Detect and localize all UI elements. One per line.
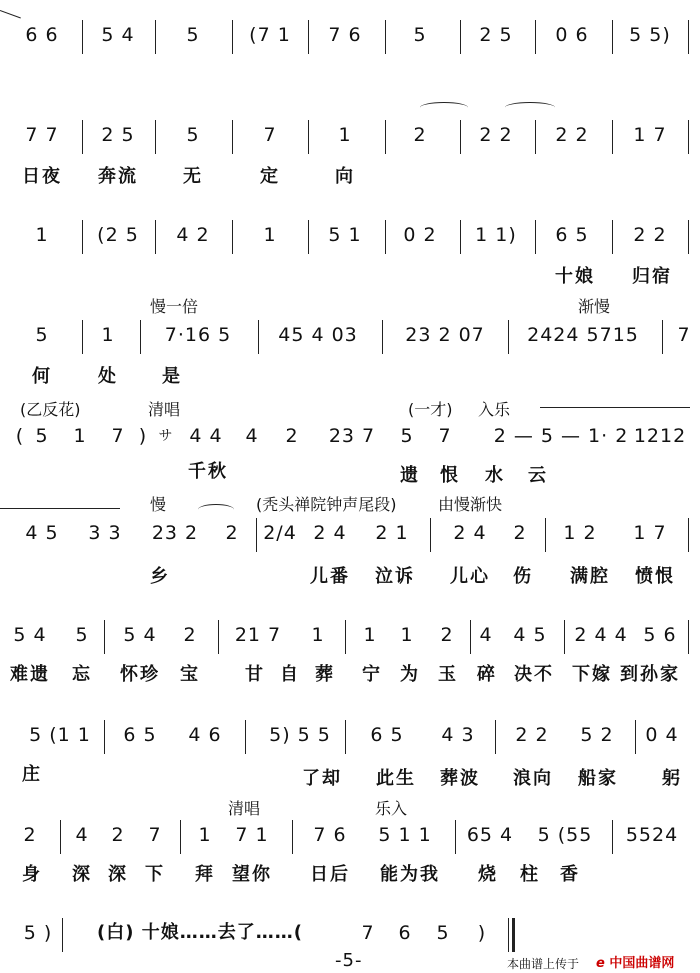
lyric: 下嫁 bbox=[572, 664, 612, 685]
note-group: 1 2 bbox=[563, 522, 597, 544]
note-group: 2 2 bbox=[555, 124, 589, 146]
note-group: 1 bbox=[363, 624, 377, 646]
lyric: 拜 bbox=[195, 864, 215, 885]
note-group: 5 1 1 bbox=[378, 824, 432, 846]
note-group: 21 7 bbox=[234, 624, 282, 646]
barline bbox=[155, 120, 156, 154]
lyric: 日夜 bbox=[22, 166, 62, 187]
note-group: 5 4 bbox=[101, 24, 135, 46]
barline bbox=[612, 120, 613, 154]
lyric: 遗 bbox=[400, 465, 420, 486]
note-group: 6 5 bbox=[555, 224, 589, 246]
lyric: 难遗 bbox=[10, 664, 50, 685]
barline bbox=[508, 918, 509, 952]
barline bbox=[308, 20, 309, 54]
barline bbox=[535, 220, 536, 254]
tempo-annotation: 渐慢 bbox=[578, 297, 611, 316]
barline bbox=[612, 220, 613, 254]
note-group: 6 6 bbox=[25, 24, 59, 46]
site-logo: e 中国曲谱网 bbox=[596, 956, 675, 971]
barline bbox=[635, 720, 636, 754]
lyric: 何 bbox=[32, 366, 52, 387]
barline bbox=[345, 720, 346, 754]
barline bbox=[292, 820, 293, 854]
barline bbox=[82, 220, 83, 254]
note-group: 7 bbox=[361, 922, 375, 944]
barline bbox=[385, 220, 386, 254]
note-group: 7·16 5 bbox=[164, 324, 232, 346]
note-group: 23 2 bbox=[151, 522, 199, 544]
lyric: 庄 bbox=[22, 764, 42, 785]
note-group: ( bbox=[15, 425, 25, 447]
note-group: 5 5) bbox=[629, 24, 671, 46]
note-group: 4 4 bbox=[189, 425, 223, 447]
lyric: 碎 bbox=[477, 664, 497, 685]
note-group: 2 bbox=[413, 124, 427, 146]
note-group: 5 bbox=[186, 124, 200, 146]
final-barline bbox=[512, 918, 515, 952]
tempo-annotation: 乐入 bbox=[375, 799, 408, 818]
note-group: 4 3 bbox=[441, 724, 475, 746]
barline bbox=[82, 120, 83, 154]
lyric: 十娘 bbox=[555, 266, 595, 287]
lyric: 船家 bbox=[578, 768, 618, 789]
note-group: 7 bbox=[148, 824, 162, 846]
lyric: 到孙家 bbox=[620, 664, 680, 685]
barline bbox=[256, 518, 257, 552]
lyric: 定 bbox=[260, 166, 280, 187]
barline bbox=[460, 20, 461, 54]
barline bbox=[612, 820, 613, 854]
barline bbox=[104, 720, 105, 754]
tempo-annotation: 清唱 bbox=[148, 400, 181, 419]
barline bbox=[382, 320, 383, 354]
note-group: 5 bbox=[35, 324, 49, 346]
lyric: 了却 bbox=[302, 768, 342, 789]
note-group: ) bbox=[138, 425, 148, 447]
barline bbox=[612, 20, 613, 54]
note-group: 5 1 bbox=[328, 224, 362, 246]
tempo-annotation: 慢 bbox=[150, 495, 167, 514]
section-annotation: (乙反花) bbox=[20, 400, 81, 419]
upload-credit: 本曲谱上传于 bbox=[507, 957, 580, 971]
note-group: 2 4 bbox=[453, 522, 487, 544]
note-group: 4 5 bbox=[513, 624, 547, 646]
barline bbox=[535, 20, 536, 54]
slur bbox=[505, 102, 555, 113]
lyric: 为 bbox=[400, 664, 420, 685]
barline bbox=[60, 820, 61, 854]
barline bbox=[232, 120, 233, 154]
note-group: 45 4 03 bbox=[278, 324, 358, 346]
note-group: 4 6 bbox=[188, 724, 222, 746]
spoken-text: (白) 十娘……去了……( bbox=[97, 922, 303, 943]
note-group: 1 7 bbox=[633, 124, 667, 146]
barline bbox=[232, 20, 233, 54]
barline bbox=[688, 518, 689, 552]
note-group: 5 6 bbox=[643, 624, 677, 646]
lyric: 满腔 bbox=[570, 566, 610, 587]
extension-line bbox=[0, 508, 120, 509]
page-number: -5- bbox=[335, 950, 363, 971]
lyric: 归宿 bbox=[632, 266, 672, 287]
section-annotation: (秃头禅院钟声尾段) bbox=[256, 495, 397, 514]
tie-line bbox=[0, 10, 21, 18]
lyric: 云 bbox=[528, 465, 548, 486]
note-group: 2 1 bbox=[375, 522, 409, 544]
barline bbox=[460, 120, 461, 154]
note-group: 2 5 bbox=[101, 124, 135, 146]
note-group: 2 bbox=[513, 522, 527, 544]
note-group: 7 bbox=[438, 425, 452, 447]
note-group: 2 2 bbox=[515, 724, 549, 746]
note-group: 5 bbox=[413, 24, 427, 46]
note-group: 4 bbox=[75, 824, 89, 846]
lyric: 恨 bbox=[440, 465, 460, 486]
note-group: 2 bbox=[111, 824, 125, 846]
barline bbox=[508, 320, 509, 354]
note-group: 1 bbox=[263, 224, 277, 246]
note-group: 5524 bbox=[625, 824, 679, 846]
barline bbox=[385, 120, 386, 154]
note-group: 2 5 bbox=[479, 24, 513, 46]
note-group: 2 bbox=[183, 624, 197, 646]
barline bbox=[385, 20, 386, 54]
note-group: 2424 5715 bbox=[527, 324, 639, 346]
lyric: 泣诉 bbox=[375, 566, 415, 587]
note-group: 5 bbox=[186, 24, 200, 46]
note-group: 65 4 bbox=[466, 824, 514, 846]
note-group: 4 5 bbox=[25, 522, 59, 544]
note-group: (2 5 bbox=[97, 224, 139, 246]
note-group: 1 bbox=[198, 824, 212, 846]
note-group: 5 4 bbox=[123, 624, 157, 646]
barline bbox=[345, 620, 346, 654]
note-group: 5 bbox=[436, 922, 450, 944]
note-group: 6 bbox=[398, 922, 412, 944]
note-group: 3 3 bbox=[88, 522, 122, 544]
note-group: 4 bbox=[479, 624, 493, 646]
note-group: 2 2 bbox=[633, 224, 667, 246]
note-group: 1212 bbox=[633, 425, 687, 447]
barline bbox=[460, 220, 461, 254]
barline bbox=[688, 220, 689, 254]
lyric: 玉 bbox=[438, 664, 458, 685]
barline bbox=[82, 20, 83, 54]
note-group: 5) 5 5 bbox=[269, 724, 331, 746]
barline bbox=[455, 820, 456, 854]
barline bbox=[155, 20, 156, 54]
barline bbox=[430, 518, 431, 552]
note-group: 5 (1 1 bbox=[29, 724, 91, 746]
note-group: 7 7 bbox=[25, 124, 59, 146]
note-group: 5 bbox=[400, 425, 414, 447]
lyric: 向 bbox=[335, 166, 355, 187]
note-group: 7 1 bbox=[235, 824, 269, 846]
note-group: 5 bbox=[75, 624, 89, 646]
barline bbox=[545, 518, 546, 552]
percussion-annotation: (一才) bbox=[408, 400, 453, 419]
note-group: 7 6 bbox=[313, 824, 347, 846]
note-group: 2 bbox=[285, 425, 299, 447]
site-name: 中国曲谱网 bbox=[609, 956, 675, 971]
note-group: 6 5 bbox=[123, 724, 157, 746]
lyric: 葬波 bbox=[440, 768, 480, 789]
lyric: 自 bbox=[280, 664, 300, 685]
barline bbox=[104, 620, 105, 654]
note-group: 1 bbox=[338, 124, 352, 146]
lyric: 深 bbox=[72, 864, 92, 885]
tempo-annotation: 清唱 bbox=[228, 799, 261, 818]
lyric: 香 bbox=[560, 864, 580, 885]
barline bbox=[495, 720, 496, 754]
barline bbox=[564, 620, 565, 654]
lyric: 是 bbox=[162, 366, 182, 387]
note-group: 7 6 bbox=[328, 24, 362, 46]
note-group: 7 bbox=[677, 324, 691, 346]
barline bbox=[155, 220, 156, 254]
note-group: 5 bbox=[35, 425, 49, 447]
note-group: サ bbox=[158, 428, 174, 444]
note-group: 2 bbox=[225, 522, 239, 544]
lyric: 下 bbox=[145, 864, 165, 885]
note-group: 1 bbox=[35, 224, 49, 246]
note-group: 1 bbox=[311, 624, 325, 646]
tempo-annotation: 慢一倍 bbox=[150, 297, 199, 316]
time-signature: 2/4 bbox=[263, 522, 297, 544]
note-group: 2 — 5 — 1· 2 bbox=[493, 425, 629, 447]
slur bbox=[420, 102, 468, 113]
lyric: 躬 bbox=[662, 768, 682, 789]
note-group: 7 bbox=[111, 425, 125, 447]
note-group: 0 6 bbox=[555, 24, 589, 46]
barline bbox=[308, 120, 309, 154]
lyric: 望你 bbox=[232, 864, 272, 885]
barline bbox=[232, 220, 233, 254]
extension-line bbox=[540, 407, 690, 408]
note-group: 5 4 bbox=[13, 624, 47, 646]
note-group: 6 5 bbox=[370, 724, 404, 746]
slur bbox=[198, 504, 234, 515]
barline bbox=[140, 320, 141, 354]
barline bbox=[62, 918, 63, 952]
note-group: 4 bbox=[245, 425, 259, 447]
barline bbox=[82, 320, 83, 354]
lyric: 处 bbox=[98, 366, 118, 387]
barline bbox=[470, 620, 471, 654]
lyric: 日后 bbox=[310, 864, 350, 885]
lyric: 深 bbox=[108, 864, 128, 885]
note-group: 5 (55 bbox=[537, 824, 593, 846]
lyric: 忘 bbox=[72, 664, 92, 685]
tempo-annotation: 由慢渐快 bbox=[438, 495, 503, 514]
barline bbox=[308, 220, 309, 254]
barline bbox=[218, 620, 219, 654]
note-group: (7 1 bbox=[249, 24, 291, 46]
note-group: 2 bbox=[23, 824, 37, 846]
note-group: 0 2 bbox=[403, 224, 437, 246]
note-group: 2 2 bbox=[479, 124, 513, 146]
lyric: 烧 bbox=[478, 864, 498, 885]
lyric: 宁 bbox=[362, 664, 382, 685]
note-group: 23 7 bbox=[328, 425, 376, 447]
lyric: 儿番 bbox=[310, 566, 350, 587]
lyric: 伤 bbox=[513, 566, 533, 587]
note-group: 1 bbox=[101, 324, 115, 346]
note-group: 1 bbox=[73, 425, 87, 447]
lyric: 宝 bbox=[180, 664, 200, 685]
lyric: 怀珍 bbox=[120, 664, 160, 685]
lyric: 柱 bbox=[520, 864, 540, 885]
note-group: 0 4 bbox=[645, 724, 679, 746]
note-group: 23 2 07 bbox=[405, 324, 485, 346]
lyric: 奔流 bbox=[98, 166, 138, 187]
tempo-annotation: 入乐 bbox=[478, 400, 511, 419]
note-group: 2 4 4 bbox=[574, 624, 628, 646]
lyric: 此生 bbox=[376, 768, 416, 789]
lyric: 愤恨 bbox=[635, 566, 675, 587]
barline bbox=[688, 120, 689, 154]
lyric: 身 bbox=[22, 864, 42, 885]
lyric: 葬 bbox=[315, 664, 335, 685]
note-group: 4 2 bbox=[176, 224, 210, 246]
note-group: 5 ) bbox=[23, 922, 53, 944]
lyric: 浪向 bbox=[513, 768, 553, 789]
barline bbox=[662, 320, 663, 354]
note-group: 5 2 bbox=[580, 724, 614, 746]
lyric: 决不 bbox=[514, 664, 554, 685]
lyric: 乡 bbox=[150, 566, 170, 587]
note-group: 7 bbox=[263, 124, 277, 146]
lyric: 甘 bbox=[245, 664, 265, 685]
barline bbox=[180, 820, 181, 854]
barline bbox=[688, 620, 689, 654]
note-group: 1 7 bbox=[633, 522, 667, 544]
lyric: 无 bbox=[183, 166, 203, 187]
lyric: 水 bbox=[485, 465, 505, 486]
note-group: 1 bbox=[400, 624, 414, 646]
note-group: 1 1) bbox=[475, 224, 517, 246]
barline bbox=[258, 320, 259, 354]
lyric: 儿心 bbox=[450, 566, 490, 587]
lyric: 千秋 bbox=[188, 461, 228, 482]
barline bbox=[688, 20, 689, 54]
note-group: 2 4 bbox=[313, 522, 347, 544]
note-group: 2 bbox=[440, 624, 454, 646]
barline bbox=[245, 720, 246, 754]
barline bbox=[535, 120, 536, 154]
note-group: ) bbox=[477, 922, 487, 944]
lyric: 能为我 bbox=[380, 864, 440, 885]
